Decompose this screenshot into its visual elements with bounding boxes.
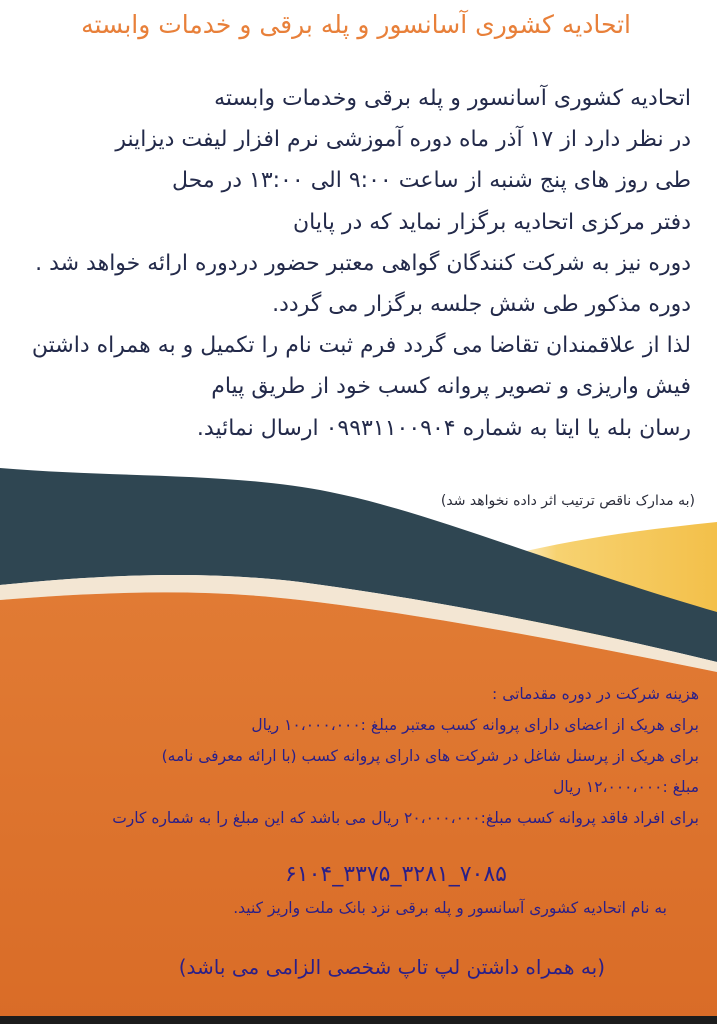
page-title: اتحادیه کشوری آسانسور و پله برقی و خدمات وابسته	[81, 10, 631, 39]
intro-paragraph	[32, 86, 691, 457]
fees-heading: هزینه شرکت در دوره مقدماتی :	[492, 685, 699, 703]
intro-line: دوره مذکور طی شش جلسه برگزار می گردد.	[272, 291, 691, 317]
intro-line: فیش واریزی و تصویر پروانه کسب خود از طریق پیام	[211, 374, 691, 400]
bank-instruction: به نام اتحادیه کشوری آسانسور و پله برقی نزد بانک ملت واریز کنید.	[233, 899, 667, 917]
fee-line: برای هریک از پرسنل شاغل در شرکت های دارای پروانه کسب (با ارائه معرفی نامه)	[161, 747, 699, 765]
card-number: ۶۱۰۴_۳۳۷۵_۳۲۸۱_۷۰۸۵	[284, 862, 507, 887]
intro-line: در نظر دارد از ۱۷ آذر ماه دوره آموزشی نرم افزار لیفت دیزاینر	[115, 127, 691, 153]
laptop-notice: (به همراه داشتن لپ تاپ شخصی الزامی می باشد)	[178, 955, 605, 979]
bottom-bar	[0, 1016, 717, 1024]
fee-line: مبلغ :۱۲،۰۰۰،۰۰۰ ریال	[553, 778, 699, 796]
intro-line: اتحادیه کشوری آسانسور و پله برقی وخدمات وابسته	[214, 86, 691, 111]
fee-line: برای هریک از اعضای دارای پروانه کسب معتبر مبلغ :۱۰،۰۰۰،۰۰۰ ریال	[251, 716, 699, 734]
intro-line: طی روز های پنج شنبه از ساعت ۹:۰۰ الی ۱۳:۰۰ در محل	[171, 168, 691, 194]
fees-section	[112, 685, 699, 840]
fee-line: برای افراد فاقد پروانه کسب مبلغ:۲۰،۰۰۰،۰۰۰ ریال می باشد که این مبلغ را به شماره کارت	[112, 809, 699, 827]
intro-line: دوره نیز به شرکت کنندگان گواهی معتبر حضور دردوره ارائه خواهد شد .	[35, 250, 691, 276]
intro-line: دفتر مرکزی اتحادیه برگزار نماید که در پایان	[293, 209, 691, 235]
intro-line: لذا از علاقمندان تقاضا می گردد فرم ثبت نام را تکمیل و به همراه داشتن	[31, 333, 691, 359]
incomplete-documents-note: (به مدارک ناقص ترتیب اثر داده نخواهد شد)	[440, 493, 695, 509]
intro-line: رسان بله یا ایتا به شماره ۰۹۹۳۱۱۰۰۹۰۴ ارسال نمائید.	[196, 415, 691, 441]
